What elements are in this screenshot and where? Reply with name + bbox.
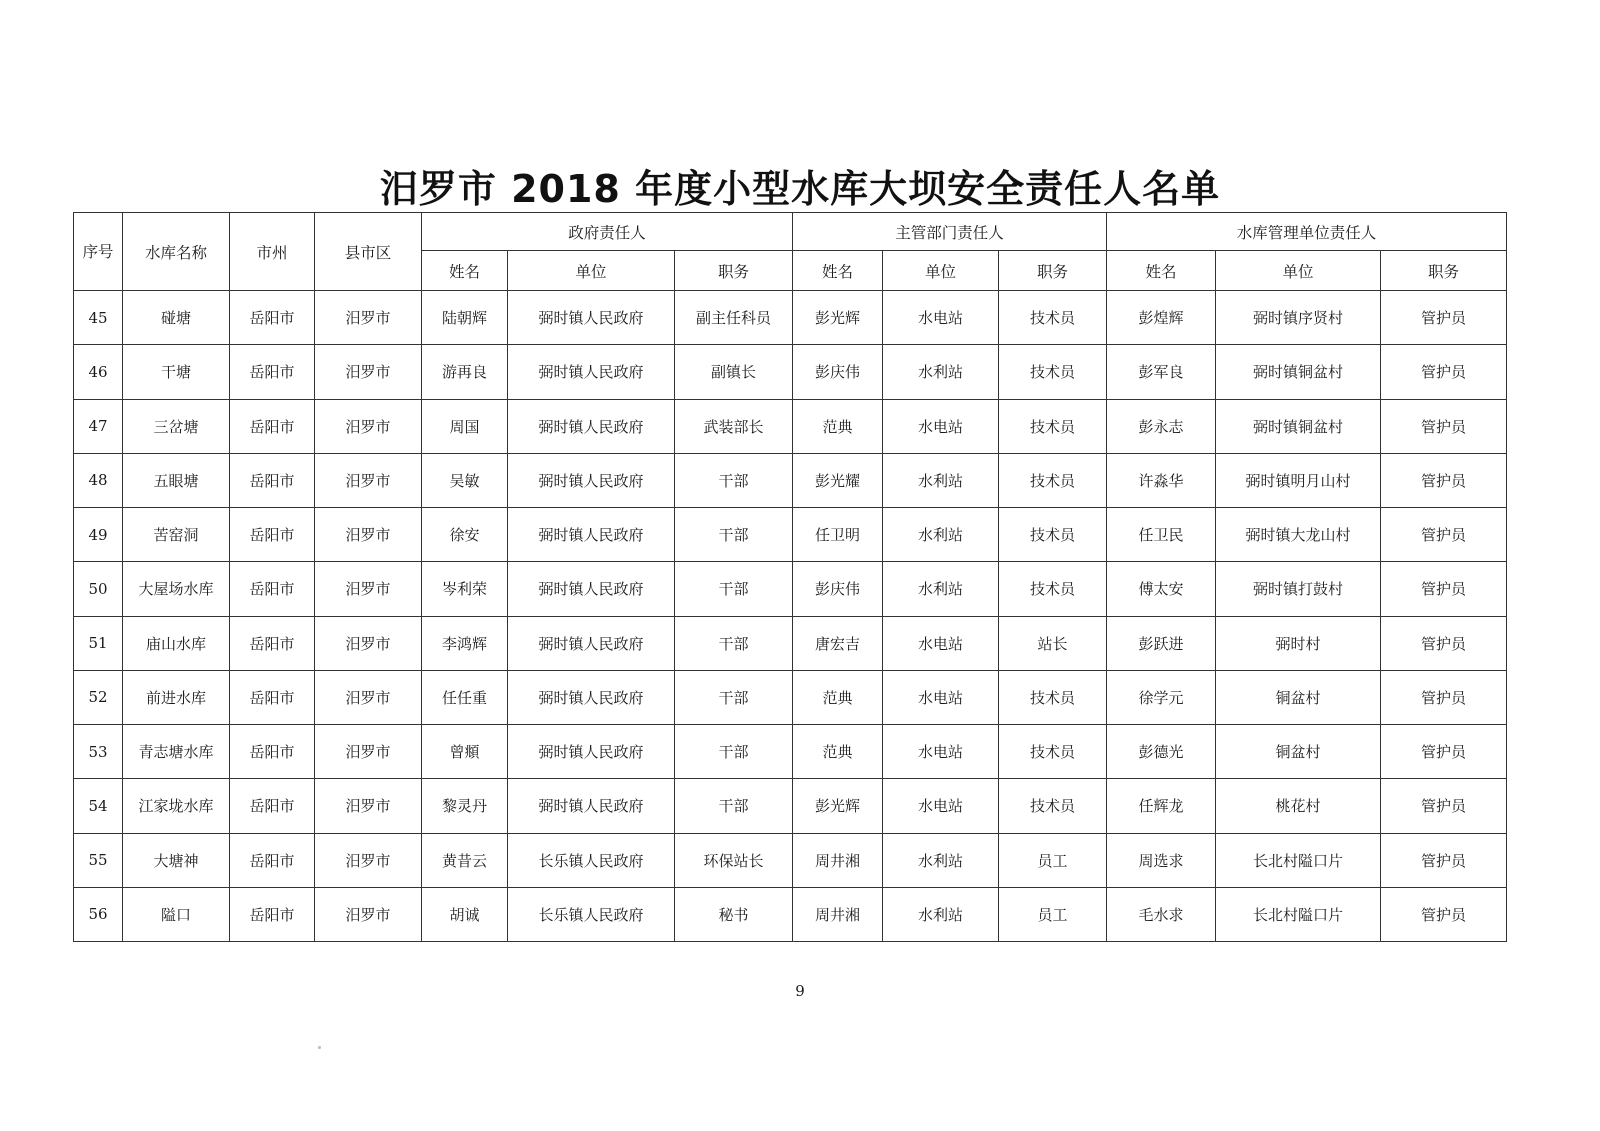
cell-gov-name: 徐安 (422, 508, 508, 562)
cell-county: 汨罗市 (315, 291, 422, 345)
cell-gov-unit: 长乐镇人民政府 (508, 833, 675, 887)
table-row (74, 616, 1507, 670)
header-mgmt-group: 水库管理单位责任人 (1107, 213, 1507, 251)
cell-dept-name: 范典 (793, 725, 883, 779)
cell-mgmt-unit: 铜盆村 (1216, 670, 1381, 724)
header-seq: 序号 (74, 213, 123, 291)
cell-gov-unit: 弼时镇人民政府 (508, 562, 675, 616)
cell-dept-unit: 水电站 (883, 779, 999, 833)
cell-dept-unit: 水利站 (883, 508, 999, 562)
cell-reservoir: 大塘神 (123, 833, 230, 887)
table-row (74, 833, 1507, 887)
cell-seq: 53 (74, 725, 123, 779)
cell-gov-position: 武装部长 (675, 399, 793, 453)
cell-mgmt-name: 彭德光 (1107, 725, 1216, 779)
cell-gov-name: 黄昔云 (422, 833, 508, 887)
table-row (74, 779, 1507, 833)
header-gov-unit: 单位 (508, 251, 675, 291)
cell-seq: 50 (74, 562, 123, 616)
cell-dept-name: 范典 (793, 670, 883, 724)
header-county: 县市区 (315, 213, 422, 291)
cell-gov-name: 周国 (422, 399, 508, 453)
cell-seq: 46 (74, 345, 123, 399)
cell-dept-position: 技术员 (999, 670, 1107, 724)
cell-gov-unit: 弼时镇人民政府 (508, 508, 675, 562)
cell-mgmt-name: 彭军良 (1107, 345, 1216, 399)
cell-seq: 48 (74, 453, 123, 507)
cell-gov-position: 干部 (675, 616, 793, 670)
cell-mgmt-unit: 弼时镇打鼓村 (1216, 562, 1381, 616)
cell-city: 岳阳市 (230, 887, 315, 941)
cell-reservoir: 五眼塘 (123, 453, 230, 507)
cell-dept-unit: 水电站 (883, 616, 999, 670)
cell-reservoir: 干塘 (123, 345, 230, 399)
cell-gov-name: 胡诚 (422, 887, 508, 941)
cell-mgmt-unit: 弼时镇序贤村 (1216, 291, 1381, 345)
cell-gov-unit: 弼时镇人民政府 (508, 291, 675, 345)
cell-gov-position: 干部 (675, 562, 793, 616)
cell-seq: 55 (74, 833, 123, 887)
cell-mgmt-name: 许淼华 (1107, 453, 1216, 507)
cell-mgmt-unit: 长北村隘口片 (1216, 887, 1381, 941)
table-row (74, 562, 1507, 616)
cell-dept-position: 员工 (999, 833, 1107, 887)
cell-seq: 45 (74, 291, 123, 345)
table-row (74, 291, 1507, 345)
cell-mgmt-position: 管护员 (1381, 725, 1507, 779)
cell-gov-position: 干部 (675, 453, 793, 507)
cell-seq: 51 (74, 616, 123, 670)
cell-seq: 52 (74, 670, 123, 724)
cell-gov-unit: 长乐镇人民政府 (508, 887, 675, 941)
cell-gov-name: 陆朝辉 (422, 291, 508, 345)
cell-dept-position: 技术员 (999, 453, 1107, 507)
cell-dept-name: 彭庆伟 (793, 562, 883, 616)
header-gov-name: 姓名 (422, 251, 508, 291)
cell-county: 汨罗市 (315, 616, 422, 670)
cell-mgmt-unit: 弼时镇铜盆村 (1216, 399, 1381, 453)
cell-mgmt-name: 任辉龙 (1107, 779, 1216, 833)
cell-reservoir: 青志塘水库 (123, 725, 230, 779)
cell-city: 岳阳市 (230, 833, 315, 887)
cell-mgmt-position: 管护员 (1381, 399, 1507, 453)
header-dept-unit: 单位 (883, 251, 999, 291)
scan-speck (318, 1046, 321, 1049)
cell-city: 岳阳市 (230, 399, 315, 453)
cell-mgmt-name: 彭跃进 (1107, 616, 1216, 670)
cell-dept-name: 彭光辉 (793, 291, 883, 345)
cell-gov-name: 吴敏 (422, 453, 508, 507)
cell-dept-name: 唐宏吉 (793, 616, 883, 670)
cell-gov-unit: 弼时镇人民政府 (508, 670, 675, 724)
cell-county: 汨罗市 (315, 508, 422, 562)
cell-reservoir: 江家垅水库 (123, 779, 230, 833)
cell-dept-position: 技术员 (999, 345, 1107, 399)
cell-mgmt-position: 管护员 (1381, 291, 1507, 345)
header-dept-position: 职务 (999, 251, 1107, 291)
cell-gov-name: 游再良 (422, 345, 508, 399)
cell-dept-name: 周井湘 (793, 833, 883, 887)
cell-mgmt-unit: 弼时镇大龙山村 (1216, 508, 1381, 562)
cell-dept-unit: 水电站 (883, 399, 999, 453)
cell-mgmt-position: 管护员 (1381, 508, 1507, 562)
cell-gov-unit: 弼时镇人民政府 (508, 725, 675, 779)
cell-dept-position: 技术员 (999, 399, 1107, 453)
cell-dept-name: 彭光辉 (793, 779, 883, 833)
cell-dept-position: 技术员 (999, 508, 1107, 562)
cell-dept-name: 周井湘 (793, 887, 883, 941)
cell-reservoir: 碰塘 (123, 291, 230, 345)
cell-city: 岳阳市 (230, 670, 315, 724)
cell-mgmt-position: 管护员 (1381, 562, 1507, 616)
header-gov-group: 政府责任人 (422, 213, 793, 251)
cell-mgmt-name: 任卫民 (1107, 508, 1216, 562)
cell-mgmt-name: 周选求 (1107, 833, 1216, 887)
cell-mgmt-unit: 铜盆村 (1216, 725, 1381, 779)
table-row (74, 508, 1507, 562)
table-row (74, 670, 1507, 724)
cell-city: 岳阳市 (230, 345, 315, 399)
cell-city: 岳阳市 (230, 291, 315, 345)
cell-dept-unit: 水利站 (883, 562, 999, 616)
cell-county: 汨罗市 (315, 887, 422, 941)
cell-mgmt-position: 管护员 (1381, 833, 1507, 887)
cell-mgmt-position: 管护员 (1381, 345, 1507, 399)
header-gov-position: 职务 (675, 251, 793, 291)
cell-gov-unit: 弼时镇人民政府 (508, 345, 675, 399)
cell-gov-position: 秘书 (675, 887, 793, 941)
cell-mgmt-position: 管护员 (1381, 670, 1507, 724)
cell-gov-position: 干部 (675, 508, 793, 562)
cell-mgmt-name: 徐学元 (1107, 670, 1216, 724)
cell-city: 岳阳市 (230, 508, 315, 562)
cell-city: 岳阳市 (230, 562, 315, 616)
cell-seq: 56 (74, 887, 123, 941)
cell-mgmt-unit: 弼时镇明月山村 (1216, 453, 1381, 507)
cell-dept-position: 员工 (999, 887, 1107, 941)
cell-mgmt-unit: 弼时村 (1216, 616, 1381, 670)
cell-reservoir: 三岔塘 (123, 399, 230, 453)
cell-gov-name: 岑利荣 (422, 562, 508, 616)
cell-gov-position: 环保站长 (675, 833, 793, 887)
cell-gov-name: 任任重 (422, 670, 508, 724)
cell-seq: 49 (74, 508, 123, 562)
cell-city: 岳阳市 (230, 725, 315, 779)
cell-dept-unit: 水电站 (883, 291, 999, 345)
cell-mgmt-name: 傅太安 (1107, 562, 1216, 616)
cell-gov-unit: 弼时镇人民政府 (508, 779, 675, 833)
cell-mgmt-unit: 长北村隘口片 (1216, 833, 1381, 887)
header-mgmt-name: 姓名 (1107, 251, 1216, 291)
cell-county: 汨罗市 (315, 453, 422, 507)
cell-dept-name: 任卫明 (793, 508, 883, 562)
header-dept-group: 主管部门责任人 (793, 213, 1107, 251)
cell-mgmt-unit: 弼时镇铜盆村 (1216, 345, 1381, 399)
cell-reservoir: 前进水库 (123, 670, 230, 724)
cell-county: 汨罗市 (315, 345, 422, 399)
cell-dept-unit: 水利站 (883, 833, 999, 887)
responsibility-table (73, 212, 1507, 942)
cell-dept-position: 技术员 (999, 562, 1107, 616)
cell-county: 汨罗市 (315, 670, 422, 724)
cell-mgmt-position: 管护员 (1381, 453, 1507, 507)
header-mgmt-position: 职务 (1381, 251, 1507, 291)
cell-dept-position: 站长 (999, 616, 1107, 670)
page-number: 9 (795, 982, 805, 1000)
cell-county: 汨罗市 (315, 562, 422, 616)
cell-gov-position: 副主任科员 (675, 291, 793, 345)
cell-gov-name: 曾頫 (422, 725, 508, 779)
cell-mgmt-position: 管护员 (1381, 779, 1507, 833)
cell-dept-position: 技术员 (999, 725, 1107, 779)
cell-gov-unit: 弼时镇人民政府 (508, 399, 675, 453)
document-title: 汨罗市 2018 年度小型水库大坝安全责任人名单 (379, 167, 1221, 211)
header-reservoir: 水库名称 (123, 213, 230, 291)
table-row (74, 725, 1507, 779)
cell-gov-position: 干部 (675, 670, 793, 724)
cell-gov-position: 干部 (675, 779, 793, 833)
cell-reservoir: 庙山水库 (123, 616, 230, 670)
cell-mgmt-name: 彭永志 (1107, 399, 1216, 453)
cell-dept-name: 彭光耀 (793, 453, 883, 507)
table-row (74, 399, 1507, 453)
cell-seq: 47 (74, 399, 123, 453)
cell-reservoir: 苦窑洞 (123, 508, 230, 562)
cell-dept-unit: 水电站 (883, 725, 999, 779)
cell-seq: 54 (74, 779, 123, 833)
cell-dept-unit: 水利站 (883, 453, 999, 507)
cell-dept-name: 范典 (793, 399, 883, 453)
header-mgmt-unit: 单位 (1216, 251, 1381, 291)
cell-gov-unit: 弼时镇人民政府 (508, 453, 675, 507)
cell-mgmt-position: 管护员 (1381, 887, 1507, 941)
cell-city: 岳阳市 (230, 453, 315, 507)
cell-mgmt-name: 毛水求 (1107, 887, 1216, 941)
cell-dept-position: 技术员 (999, 779, 1107, 833)
cell-gov-position: 干部 (675, 725, 793, 779)
cell-county: 汨罗市 (315, 779, 422, 833)
cell-gov-unit: 弼时镇人民政府 (508, 616, 675, 670)
cell-county: 汨罗市 (315, 725, 422, 779)
cell-reservoir: 隘口 (123, 887, 230, 941)
cell-mgmt-name: 彭煌辉 (1107, 291, 1216, 345)
header-city: 市州 (230, 213, 315, 291)
cell-dept-unit: 水电站 (883, 670, 999, 724)
cell-gov-position: 副镇长 (675, 345, 793, 399)
table-row (74, 887, 1507, 941)
cell-county: 汨罗市 (315, 833, 422, 887)
table-row (74, 345, 1507, 399)
cell-county: 汨罗市 (315, 399, 422, 453)
cell-city: 岳阳市 (230, 779, 315, 833)
cell-dept-unit: 水利站 (883, 345, 999, 399)
cell-dept-position: 技术员 (999, 291, 1107, 345)
table-row (74, 453, 1507, 507)
cell-reservoir: 大屋场水库 (123, 562, 230, 616)
header-dept-name: 姓名 (793, 251, 883, 291)
cell-mgmt-position: 管护员 (1381, 616, 1507, 670)
cell-gov-name: 黎灵丹 (422, 779, 508, 833)
cell-city: 岳阳市 (230, 616, 315, 670)
cell-dept-unit: 水利站 (883, 887, 999, 941)
cell-mgmt-unit: 桃花村 (1216, 779, 1381, 833)
cell-dept-name: 彭庆伟 (793, 345, 883, 399)
cell-gov-name: 李鸿辉 (422, 616, 508, 670)
